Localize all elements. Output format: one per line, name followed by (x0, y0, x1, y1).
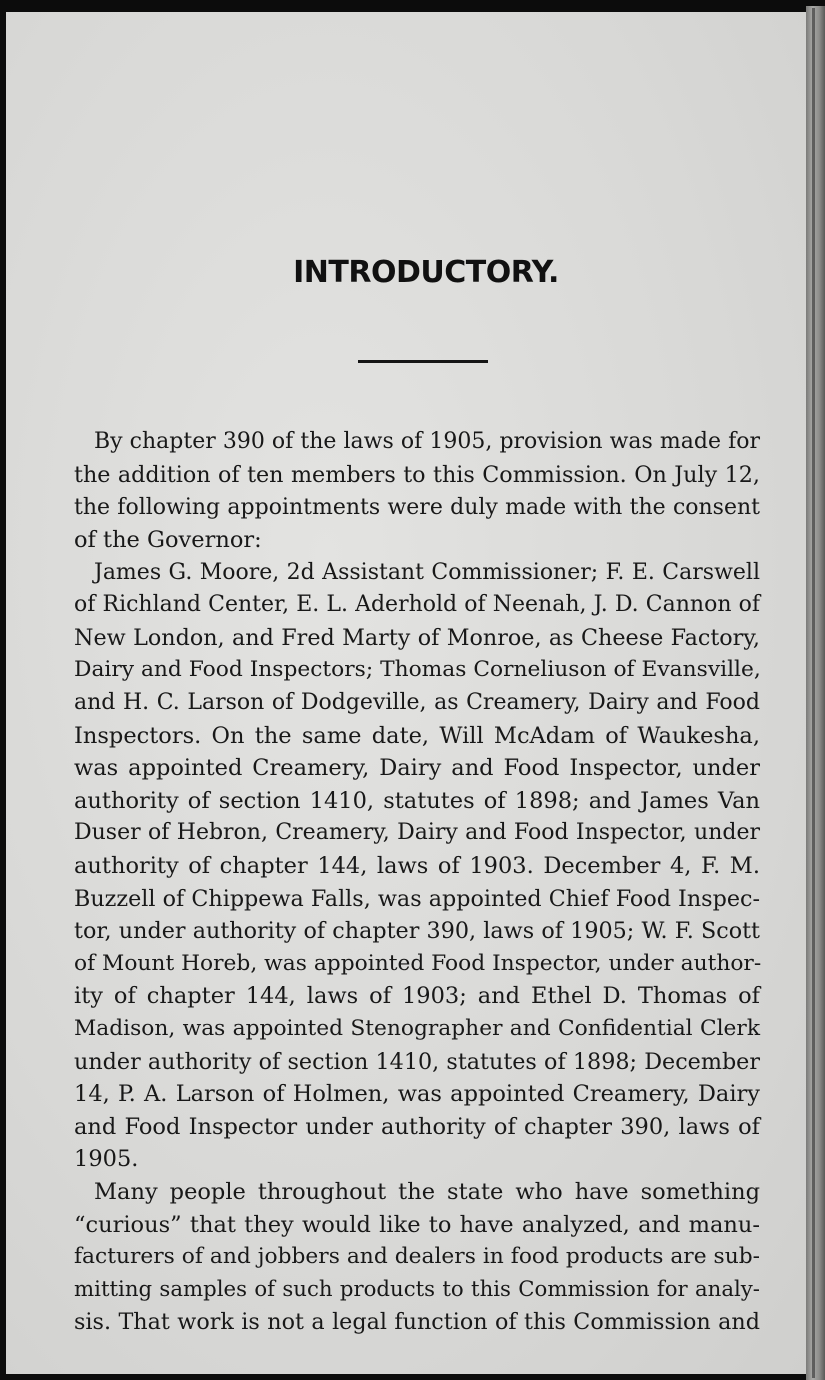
text-line: the addition of ten members to this Commission. On July 12, (74, 462, 760, 488)
text-line: Duser of Hebron, Creamery, Dairy and Food Inspector, under (74, 820, 760, 845)
text-line: authority of section 1410, statutes of 1898; and James Van (74, 788, 760, 814)
text-line: New London, and Fred Marty of Monroe, as Cheese Factory, (74, 625, 760, 651)
text-line: Dairy and Food Inspectors; Thomas Corneliuson of Evansville, (74, 657, 761, 682)
text-line: Inspectors. On the same date, Will McAdam of Waukesha, (74, 723, 760, 749)
text-line: and H. C. Larson of Dodgeville, as Creamery, Dairy and Food (74, 690, 760, 715)
page-title: INTRODUCTORY. (293, 255, 559, 290)
book-page (6, 12, 806, 1374)
text-line: was appointed Creamery, Dairy and Food Inspector, under (74, 755, 760, 781)
title-rule (358, 360, 488, 363)
page-right-edge (806, 6, 825, 1380)
text-line: facturers of and jobbers and dealers in food products are sub- (74, 1244, 760, 1269)
text-line: By chapter 390 of the laws of 1905, provision was made for (94, 429, 760, 454)
text-line: “curious” that they would like to have analyzed, and manu- (74, 1212, 760, 1238)
page-edge-line (812, 8, 815, 1378)
text-line: James G. Moore, 2d Assistant Commissioner; F. E. Carswell (94, 560, 760, 585)
text-line: authority of chapter 144, laws of 1903. December 4, F. M. (74, 853, 760, 879)
text-line: Many people throughout the state who have something (94, 1179, 760, 1205)
text-line: Madison, was appointed Stenographer and Confidential Clerk (74, 1016, 760, 1041)
text-line: of the Governor: (74, 527, 262, 553)
text-line: 1905. (74, 1146, 139, 1172)
text-line: the following appointments were duly made with the consent (74, 495, 760, 520)
text-line: ity of chapter 144, laws of 1903; and Ethel D. Thomas of (74, 983, 760, 1009)
text-line: mitting samples of such products to this Commission for analy- (74, 1277, 760, 1302)
text-line: of Mount Horeb, was appointed Food Inspector, under author- (74, 951, 762, 976)
text-line: tor, under authority of chapter 390, laws of 1905; W. F. Scott (74, 918, 760, 944)
text-line: sis. That work is not a legal function of this Commission and (74, 1309, 760, 1335)
text-line: under authority of section 1410, statutes of 1898; December (74, 1049, 760, 1075)
text-line: of Richland Center, E. L. Aderhold of Neenah, J. D. Cannon of (74, 592, 760, 617)
text-line: and Food Inspector under authority of chapter 390, laws of (74, 1114, 760, 1140)
text-line: 14, P. A. Larson of Holmen, was appointed Creamery, Dairy (74, 1081, 760, 1107)
text-line: Buzzell of Chippewa Falls, was appointed Chief Food Inspec- (74, 886, 760, 912)
